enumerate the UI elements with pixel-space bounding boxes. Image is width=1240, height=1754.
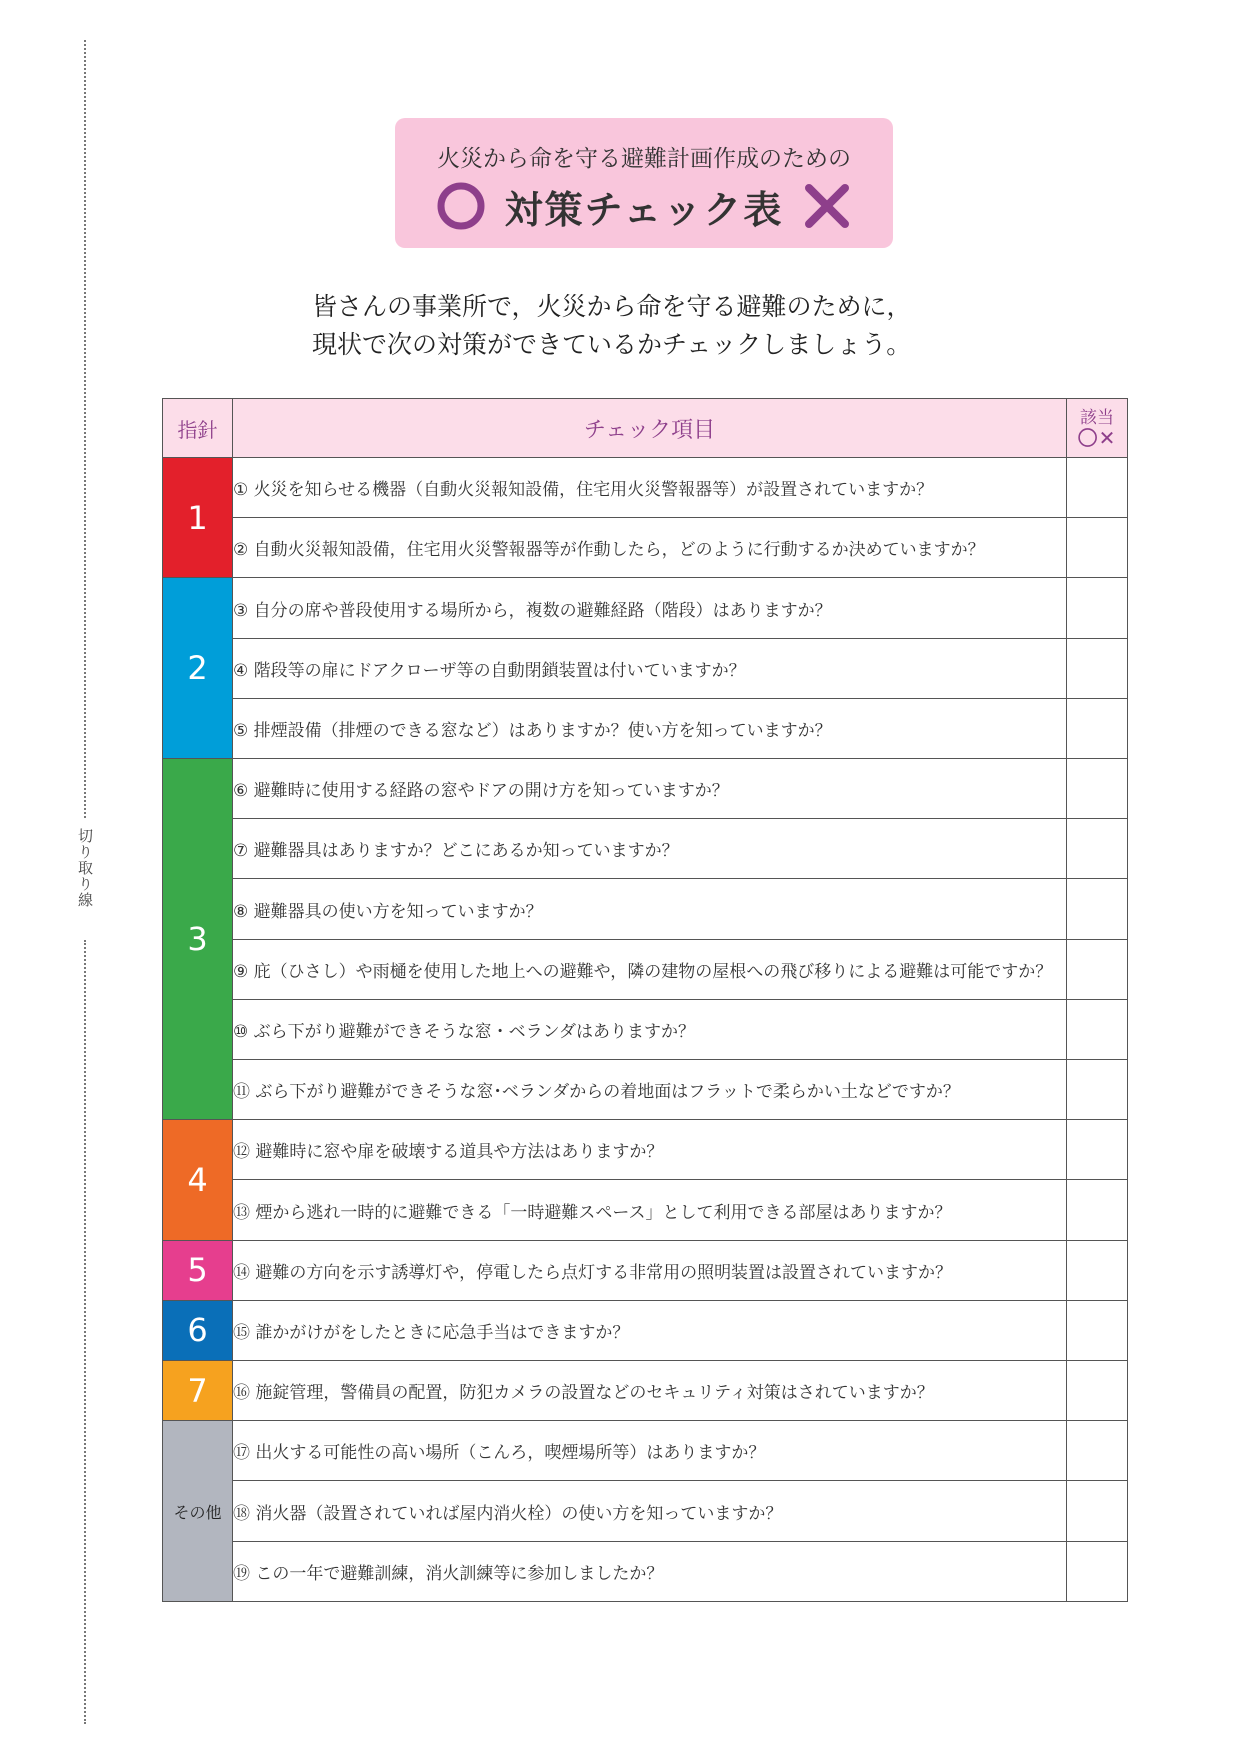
intro-text bbox=[312, 288, 1012, 364]
check-item-text: ⑦ 避難器具はありますか？どこにあるか知っていますか？ bbox=[233, 819, 1067, 879]
check-mark-cell[interactable] bbox=[1067, 1120, 1128, 1180]
check-item-text: ⑤ 排煙設備（排煙のできる窓など）はありますか？使い方を知っていますか？ bbox=[233, 698, 1067, 758]
check-mark-cell[interactable] bbox=[1067, 1481, 1128, 1541]
header-check-item: チェック項目 bbox=[233, 399, 1067, 458]
check-item-text: ① 火災を知らせる機器（自動火災報知設備，住宅用火災警報器等）が設置されていますか？ bbox=[233, 458, 1067, 518]
table-row bbox=[163, 1120, 1128, 1180]
table-row bbox=[163, 1361, 1128, 1421]
table-row bbox=[163, 1240, 1128, 1300]
category-cell: 7 bbox=[163, 1361, 233, 1421]
check-item-text: ⑪ ぶら下がり避難ができそうな窓･ベランダからの着地面はフラットで柔らかい土などですか？ bbox=[233, 1060, 1067, 1120]
check-mark-cell[interactable] bbox=[1067, 1421, 1128, 1481]
check-mark-cell[interactable] bbox=[1067, 1361, 1128, 1421]
check-mark-cell[interactable] bbox=[1067, 819, 1128, 879]
table-row bbox=[163, 879, 1128, 939]
check-item-text: ③ 自分の席や普段使用する場所から，複数の避難経路（階段）はありますか？ bbox=[233, 578, 1067, 638]
table-row bbox=[163, 518, 1128, 578]
circle-icon bbox=[435, 180, 487, 232]
check-mark-cell[interactable] bbox=[1067, 999, 1128, 1059]
check-item-text: ⑧ 避難器具の使い方を知っていますか？ bbox=[233, 879, 1067, 939]
table-row bbox=[163, 698, 1128, 758]
cross-icon bbox=[801, 180, 853, 232]
title-subtitle: 火災から命を守る避難計画作成のための bbox=[437, 146, 851, 172]
check-mark-cell[interactable] bbox=[1067, 638, 1128, 698]
table-body bbox=[163, 458, 1128, 1602]
category-cell: 3 bbox=[163, 759, 233, 1120]
table-row bbox=[163, 1541, 1128, 1601]
check-item-text: ② 自動火災報知設備，住宅用火災警報器等が作動したら，どのように行動するか決めていますか？ bbox=[233, 518, 1067, 578]
check-item-text: ⑱ 消火器（設置されていれば屋内消火栓）の使い方を知っていますか？ bbox=[233, 1481, 1067, 1541]
table-row bbox=[163, 458, 1128, 518]
header-mark-label: 該当 bbox=[1080, 408, 1114, 428]
category-cell: 4 bbox=[163, 1120, 233, 1240]
table-row bbox=[163, 1180, 1128, 1240]
table-row bbox=[163, 1481, 1128, 1541]
table-row bbox=[163, 1300, 1128, 1360]
check-mark-cell[interactable] bbox=[1067, 518, 1128, 578]
check-mark-cell[interactable] bbox=[1067, 1541, 1128, 1601]
header-mark bbox=[1067, 399, 1128, 458]
category-cell: 2 bbox=[163, 578, 233, 759]
table-row bbox=[163, 999, 1128, 1059]
cut-line bbox=[84, 940, 86, 1724]
check-mark-cell[interactable] bbox=[1067, 939, 1128, 999]
check-item-text: ⑯ 施錠管理，警備員の配置，防犯カメラの設置などのセキュリティ対策はされていますか？ bbox=[233, 1361, 1067, 1421]
check-mark-cell[interactable] bbox=[1067, 578, 1128, 638]
category-cell: 6 bbox=[163, 1300, 233, 1360]
check-mark-cell[interactable] bbox=[1067, 458, 1128, 518]
table-row bbox=[163, 578, 1128, 638]
title-box bbox=[395, 118, 893, 248]
check-item-text: ⑫ 避難時に窓や扉を破壊する道具や方法はありますか？ bbox=[233, 1120, 1067, 1180]
check-item-text: ⑬ 煙から逃れ一時的に避難できる「一時避難スペース」として利用できる部屋はありますか？ bbox=[233, 1180, 1067, 1240]
table-row bbox=[163, 819, 1128, 879]
check-item-text: ⑰ 出火する可能性の高い場所（こんろ，喫煙場所等）はありますか？ bbox=[233, 1421, 1067, 1481]
check-mark-cell[interactable] bbox=[1067, 698, 1128, 758]
category-cell: 5 bbox=[163, 1240, 233, 1300]
check-item-text: ④ 階段等の扉にドアクローザ等の自動閉鎖装置は付いていますか？ bbox=[233, 638, 1067, 698]
category-cell: その他 bbox=[163, 1421, 233, 1602]
table-row bbox=[163, 759, 1128, 819]
cut-line-label: 切り取り線 bbox=[76, 828, 94, 908]
check-item-text: ⑲ この一年で避難訓練，消火訓練等に参加しましたか？ bbox=[233, 1541, 1067, 1601]
check-mark-cell[interactable] bbox=[1067, 879, 1128, 939]
table-row bbox=[163, 1060, 1128, 1120]
title-main: 対策チェック表 bbox=[504, 187, 784, 232]
cut-line bbox=[84, 40, 86, 818]
check-mark-cell[interactable] bbox=[1067, 759, 1128, 819]
intro-line: 皆さんの事業所で，火災から命を守る避難のために， bbox=[312, 292, 912, 321]
intro-line: 現状で次の対策ができているかチェックしましょう。 bbox=[312, 330, 912, 359]
check-mark-cell[interactable] bbox=[1067, 1240, 1128, 1300]
table-row bbox=[163, 638, 1128, 698]
category-cell: 1 bbox=[163, 458, 233, 578]
checklist-table bbox=[162, 398, 1128, 1602]
table-header-row bbox=[163, 399, 1128, 458]
check-item-text: ⑩ ぶら下がり避難ができそうな窓・ベランダはありますか？ bbox=[233, 999, 1067, 1059]
header-mark-ox: 〇✕ bbox=[1077, 426, 1117, 450]
table-row bbox=[163, 1421, 1128, 1481]
check-item-text: ⑭ 避難の方向を示す誘導灯や，停電したら点灯する非常用の照明装置は設置されていますか？ bbox=[233, 1240, 1067, 1300]
check-item-text: ⑨ 庇（ひさし）や雨樋を使用した地上への避難や，隣の建物の屋根への飛び移りによる避難は可能ですか？ bbox=[233, 939, 1067, 999]
check-item-text: ⑮ 誰かがけがをしたときに応急手当はできますか？ bbox=[233, 1300, 1067, 1360]
title-main-row bbox=[395, 178, 893, 234]
header-shishin: 指針 bbox=[163, 399, 233, 458]
check-item-text: ⑥ 避難時に使用する経路の窓やドアの開け方を知っていますか？ bbox=[233, 759, 1067, 819]
check-mark-cell[interactable] bbox=[1067, 1180, 1128, 1240]
check-mark-cell[interactable] bbox=[1067, 1060, 1128, 1120]
check-mark-cell[interactable] bbox=[1067, 1300, 1128, 1360]
table-row bbox=[163, 939, 1128, 999]
